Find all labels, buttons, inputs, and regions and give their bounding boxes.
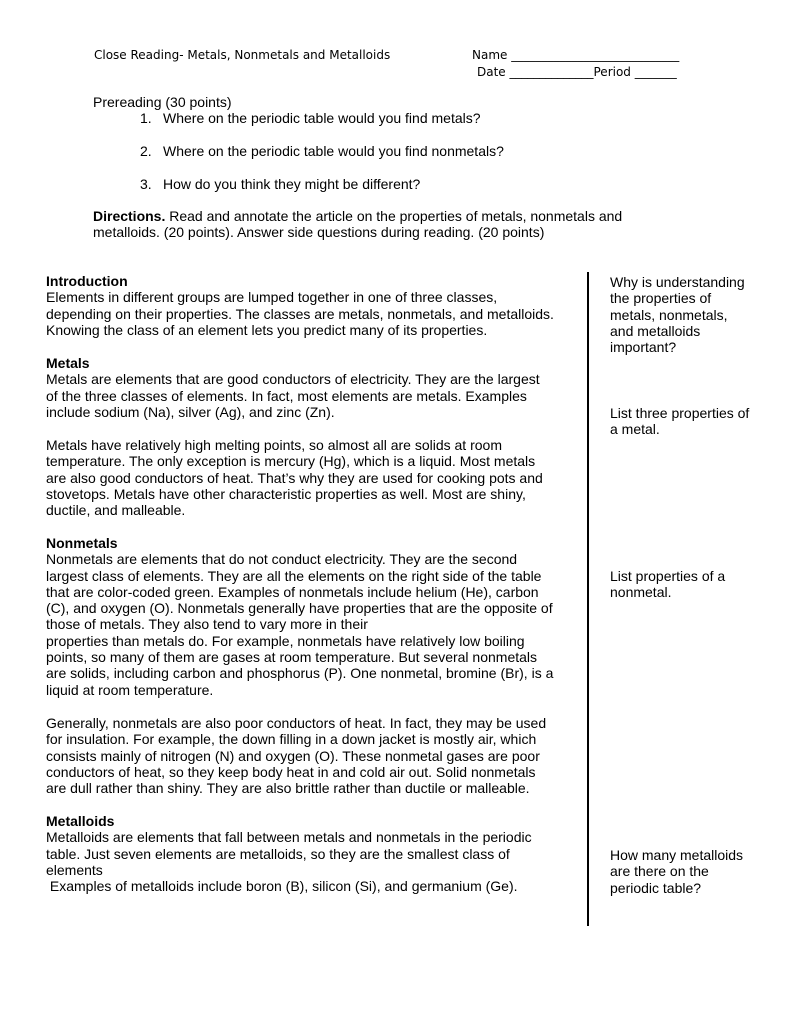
side-question-metalloid-count <box>610 847 780 896</box>
side-question-importance <box>610 274 780 355</box>
metals-line: of the three classes of elements. In fact, most elements are metals. Examples <box>46 387 527 404</box>
metals-line: ductile, and malleable. <box>46 502 186 519</box>
metals-heading: Metals <box>46 355 90 371</box>
name-field: Name ____________________________ <box>472 48 680 62</box>
metals-line: Metals are elements that are good conductors of electricity. They are the largest <box>46 371 540 388</box>
nonmetals-line: are solids, including carbon and phosphorus (P). One nonmetal, bromine (Br), is a <box>46 665 554 682</box>
metalloids-line: Metalloids are elements that fall between metals and nonmetals in the periodic <box>46 829 532 846</box>
question-2: Where on the periodic table would you find nonmetals? <box>163 143 504 159</box>
date-period-field: Date ______________Period _______ <box>477 65 677 79</box>
side-question-line: Why is understanding <box>610 274 745 290</box>
question-1-number: 1. <box>140 110 152 126</box>
side-question-line: periodic table? <box>610 879 702 896</box>
metalloids-section <box>46 813 576 894</box>
side-question-metal-properties <box>610 405 780 438</box>
nonmetals-line: consists mainly of nitrogen (N) and oxygen (O). These nonmetal gases are poor <box>46 747 540 764</box>
side-question-line: the properties of <box>610 290 712 307</box>
introduction-line: depending on their properties. The classes are metals, nonmetals, and metalloids. <box>46 305 554 322</box>
nonmetals-line: for insulation. For example, the down filling in a down jacket is mostly air, which <box>46 731 537 748</box>
nonmetals-section <box>46 535 576 698</box>
side-question-line: List three properties of <box>610 405 750 421</box>
introduction-heading: Introduction <box>46 273 128 289</box>
metals-section <box>46 355 576 420</box>
nonmetals-line: those of metals. They also tend to vary more in their <box>46 616 368 633</box>
metals-paragraph-2 <box>46 437 576 518</box>
prereading-heading: Prereading (30 points) <box>93 94 232 110</box>
nonmetals-line: points, so many of them are gases at room temperature. But several nonmetals <box>46 649 538 666</box>
metals-line: Metals have relatively high melting points, so almost all are solids at room <box>46 437 502 453</box>
introduction-line: Elements in different groups are lumped together in one of three classes, <box>46 289 498 306</box>
metals-line: stovetops. Metals have other characteristic properties as well. Most are shiny, <box>46 485 526 502</box>
metalloids-line: Examples of metalloids include boron (B), silicon (Si), and germanium (Ge). <box>46 878 518 895</box>
introduction-line: Knowing the class of an element lets you predict many of its properties. <box>46 321 488 338</box>
side-question-line: a metal. <box>610 421 660 438</box>
side-question-line: are there on the <box>610 863 709 880</box>
question-1: Where on the periodic table would you find metals? <box>163 110 481 126</box>
side-question-line: metals, nonmetals, <box>610 306 728 323</box>
nonmetals-paragraph-2 <box>46 715 576 796</box>
side-question-line: List properties of a <box>610 568 726 584</box>
question-2-number: 2. <box>140 143 152 159</box>
nonmetals-line: conductors of heat, so they keep body heat in and cold air out. Solid nonmetals <box>46 763 536 780</box>
nonmetals-line: are dull rather than shiny. They are also brittle rather than ductile or malleable. <box>46 780 530 797</box>
nonmetals-line: Generally, nonmetals are also poor conductors of heat. In fact, they may be used <box>46 715 547 731</box>
nonmetals-line: properties than metals do. For example, nonmetals have relatively low boiling <box>46 632 525 649</box>
nonmetals-line: liquid at room temperature. <box>46 681 214 698</box>
metalloids-line: table. Just seven elements are metalloids, so they are the smallest class of <box>46 845 510 862</box>
nonmetals-line: largest class of elements. They are all the elements on the right side of the table <box>46 567 542 584</box>
nonmetals-line: Nonmetals are elements that do not conduct electricity. They are the second <box>46 551 518 568</box>
directions-label: Directions. <box>93 208 166 224</box>
metals-line: are also good conductors of heat. That’s why they are used for cooking pots and <box>46 469 543 486</box>
nonmetals-line: (C), and oxygen (O). Nonmetals generally have properties that are the opposite of <box>46 600 553 617</box>
directions-line-1 <box>93 208 622 224</box>
question-3-number: 3. <box>140 176 152 192</box>
nonmetals-line: that are color-coded green. Examples of nonmetals include helium (He), carbon <box>46 583 539 600</box>
metals-line: temperature. The only exception is mercury (Hg), which is a liquid. Most metals <box>46 453 536 470</box>
metals-line: include sodium (Na), silver (Ag), and zinc (Zn). <box>46 403 335 420</box>
side-question-nonmetal-properties <box>610 568 780 601</box>
question-3: How do you think they might be different? <box>163 176 421 192</box>
column-divider <box>587 272 589 926</box>
worksheet-title: Close Reading- Metals, Nonmetals and Metalloids <box>94 48 391 62</box>
directions-text-1: Read and annotate the article on the properties of metals, nonmetals and <box>165 208 623 224</box>
side-question-line: nonmetal. <box>610 584 672 601</box>
side-question-line: important? <box>610 339 677 356</box>
nonmetals-heading: Nonmetals <box>46 535 118 551</box>
metalloids-heading: Metalloids <box>46 813 115 829</box>
directions-line-2: metalloids. (20 points). Answer side questions during reading. (20 points) <box>93 224 545 240</box>
side-question-line: and metalloids <box>610 322 701 339</box>
metalloids-line: elements <box>46 861 103 878</box>
introduction-section <box>46 273 576 338</box>
side-question-line: How many metalloids <box>610 847 744 863</box>
